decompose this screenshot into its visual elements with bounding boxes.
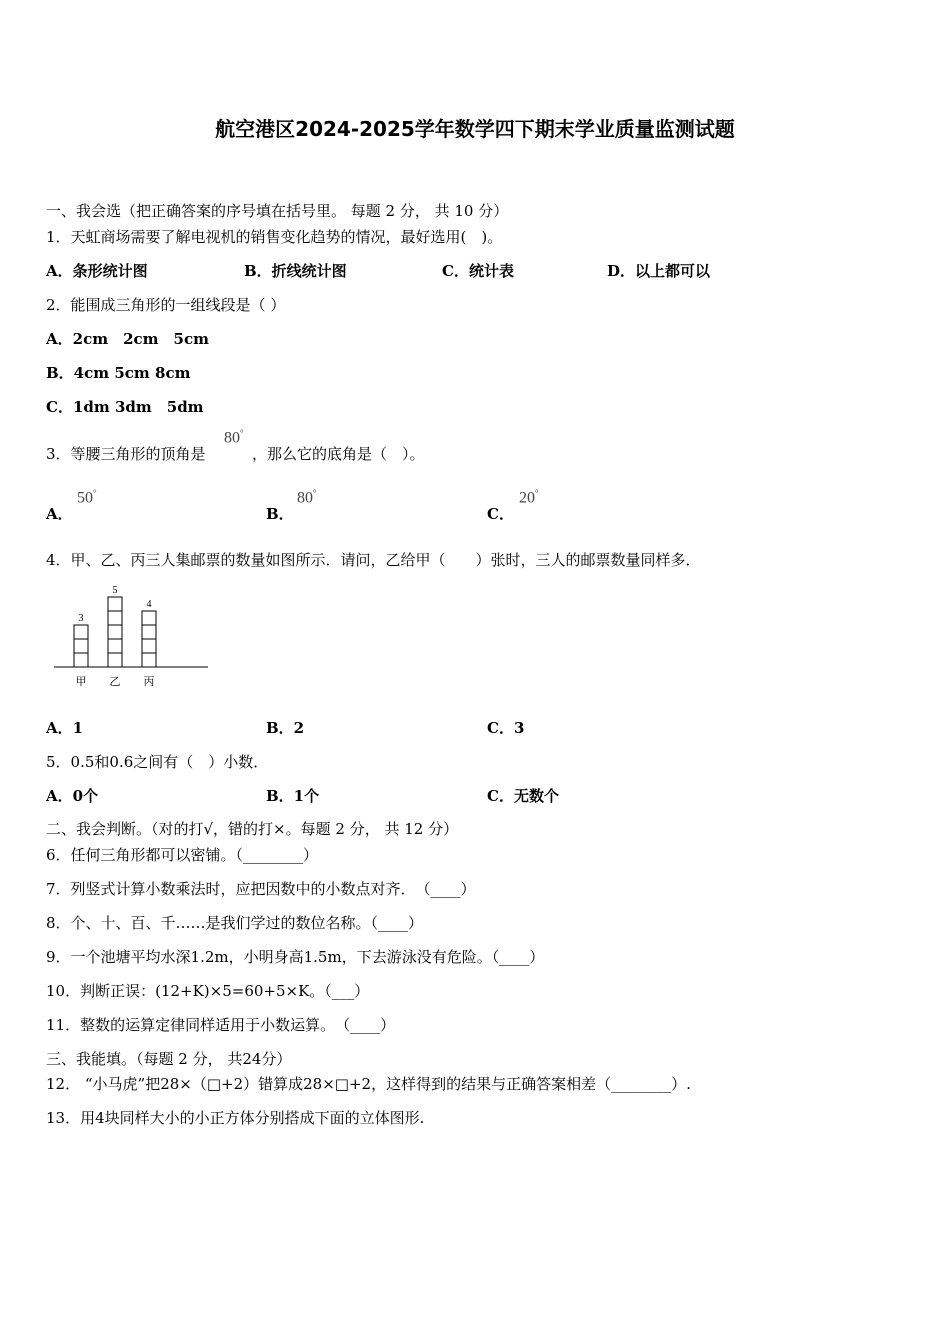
q1-option-c: C．统计表: [442, 262, 514, 280]
bar-cell-乙-4: [108, 611, 122, 625]
question-2: 2．能围成三角形的一组线段是（ ）: [46, 296, 286, 314]
q4-option-c: C．3: [487, 719, 525, 737]
q2-option-a: A．2cm 2cm 5cm: [46, 330, 209, 348]
question-6: 6．任何三角形都可以密铺。（________）: [46, 846, 319, 864]
question-3-stem-a: 3．等腰三角形的顶角是: [46, 445, 206, 463]
q4-option-b: B．2: [266, 719, 305, 737]
q1-option-d: D．以上都可以: [607, 262, 711, 280]
bar-cell-乙-2: [108, 639, 122, 653]
question-9: 9．一个池塘平均水深1.2m，小明身高1.5m，下去游泳没有危险。（____）: [46, 948, 545, 966]
section-2-heading: 二、我会判断。（对的打√，错的打×。每题 2 分， 共 12 分）: [46, 820, 459, 838]
question-12: 12． “小马虎”把28×（□+2）错算成28×□+2，这样得到的结果与正确答案相差（________）.: [46, 1075, 691, 1093]
bar-cell-乙-5: [108, 597, 122, 611]
question-8: 8．个、十、百、千……是我们学过的数位名称。（____）: [46, 914, 424, 932]
bar-category-label-乙: 乙: [109, 676, 121, 688]
section-1-heading: 一、我会选（把正确答案的序号填在括号里。 每题 2 分， 共 10 分）: [46, 202, 509, 220]
bar-cell-丙-2: [142, 639, 156, 653]
q2-option-b: B．4cm 5cm 8cm: [46, 364, 191, 382]
question-7: 7．列竖式计算小数乘法时，应把因数中的小数点对齐． （____）: [46, 880, 476, 898]
q3-option-b-angle: 80°: [297, 488, 317, 507]
stamp-count-chart: [50, 576, 220, 696]
q3-option-c-label: C．: [487, 505, 514, 523]
bar-cell-丙-1: [142, 653, 156, 667]
bar-category-label-丙: 丙: [143, 676, 155, 688]
question-3-stem-b: ，那么它的底角是（ ）。: [252, 445, 425, 463]
question-13: 13．用4块同样大小的小正方体分别搭成下面的立体图形.: [46, 1109, 425, 1127]
bar-value-label-乙: 5: [112, 585, 118, 596]
q3-option-c-angle: 20°: [519, 488, 539, 507]
q4-option-a: A．1: [46, 719, 84, 737]
question-11: 11．整数的运算定律同样适用于小数运算。 （____）: [46, 1016, 396, 1034]
bar-category-label-甲: 甲: [75, 676, 87, 688]
question-10: 10．判断正误：(12+K)×5=60+5×K。（___）: [46, 982, 370, 1000]
q5-option-a: A．0个: [46, 787, 99, 805]
bar-cell-甲-2: [74, 639, 88, 653]
section-3-heading: 三、我能填。（每题 2 分， 共24分）: [46, 1050, 292, 1068]
bar-cell-乙-1: [108, 653, 122, 667]
q2-option-c: C．1dm 3dm 5dm: [46, 398, 204, 416]
q3-option-a-label: A．: [46, 505, 73, 523]
question-1: 1．天虹商场需要了解电视机的销售变化趋势的情况，最好选用( )。: [46, 228, 503, 246]
q3-option-b-label: B．: [266, 505, 294, 523]
bar-cell-甲-3: [74, 625, 88, 639]
q5-option-c: C．无数个: [487, 787, 559, 805]
bar-cell-乙-3: [108, 625, 122, 639]
question-5: 5．0.5和0.6之间有（ ）小数．: [46, 753, 269, 771]
q1-option-a: A．条形统计图: [46, 262, 148, 280]
q3-option-a-angle: 50°: [77, 488, 97, 507]
bar-cell-丙-4: [142, 611, 156, 625]
question-4: 4．甲、乙、丙三人集邮票的数量如图所示．请问，乙给甲（ ）张时，三人的邮票数量同样多．: [46, 551, 701, 569]
q3-apex-angle: 80°: [224, 428, 244, 447]
q5-option-b: B．1个: [266, 787, 320, 805]
page-title: 航空港区2024-2025学年数学四下期末学业质量监测试题: [215, 117, 735, 141]
q1-option-b: B．折线统计图: [244, 262, 347, 280]
bar-value-label-丙: 4: [146, 599, 152, 610]
bar-cell-甲-1: [74, 653, 88, 667]
bar-cell-丙-3: [142, 625, 156, 639]
bar-value-label-甲: 3: [78, 613, 84, 624]
